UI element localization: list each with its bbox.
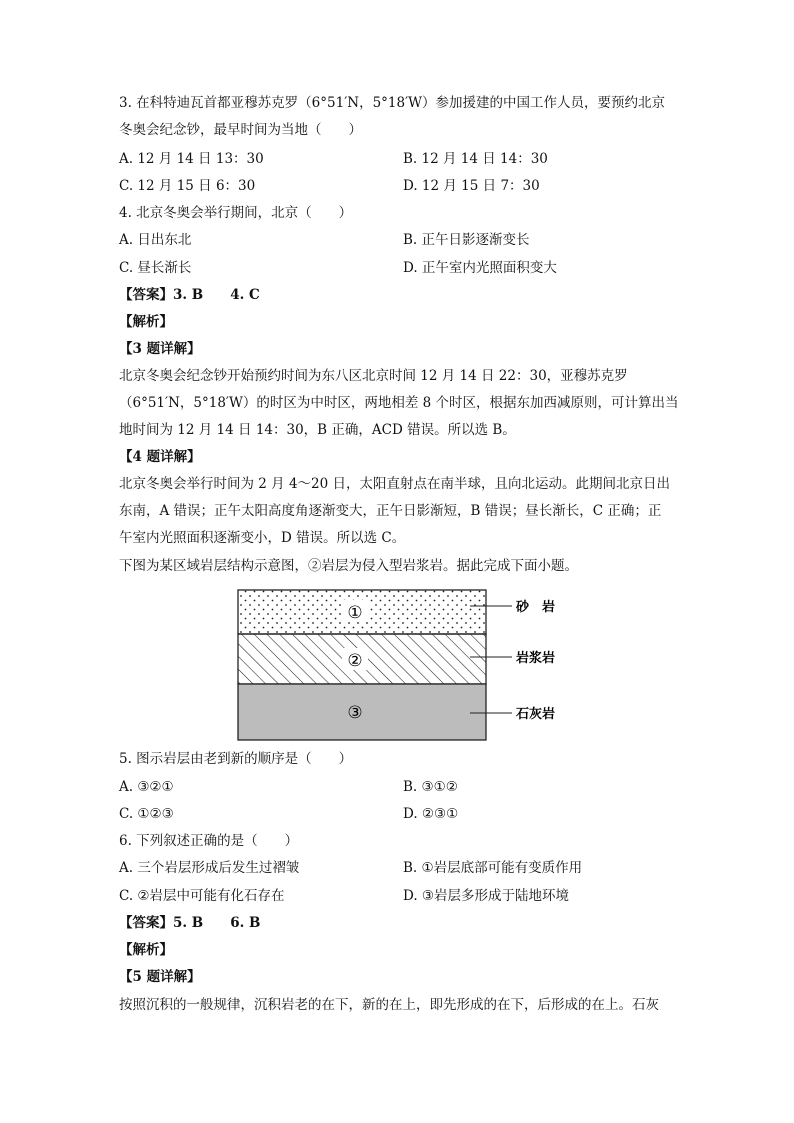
- q5-option-b: B. ③①②: [403, 779, 458, 795]
- detail-4-line1: 北京冬奥会举行时间为 2 月 4～20 日，太阳直射点在南半球，且向北运动。此期间北京日出: [119, 476, 671, 492]
- answer-1: 【答案】3. B 4. C: [119, 287, 260, 303]
- q6-option-b: B. ①岩层底部可能有变质作用: [403, 860, 583, 876]
- q4-option-a: A. 日出东北: [119, 232, 192, 248]
- q4-option-d: D. 正午室内光照面积变大: [403, 260, 557, 276]
- detail-4-label: 【4 题详解】: [119, 449, 201, 465]
- q6-stem: 6. 下列叙述正确的是（ ）: [119, 833, 299, 849]
- answer-2: 【答案】5. B 6. B: [119, 915, 261, 931]
- detail-3-line3: 地时间为 12 月 14 日 14：30，B 正确，ACD 错误。所以选 B。: [119, 422, 516, 438]
- q6-option-a: A. 三个岩层形成后发生过褶皱: [119, 860, 300, 876]
- detail-4-line3: 午室内光照面积逐渐变小，D 错误。所以选 C。: [119, 530, 406, 546]
- q4-option-c: C. 昼长渐长: [119, 260, 192, 276]
- q5-stem: 5. 图示岩层由老到新的顺序是（ ）: [119, 751, 353, 767]
- layer-2-label: 岩浆岩: [516, 651, 556, 666]
- q6-option-c: C. ②岩层中可能有化石存在: [119, 888, 285, 904]
- layer-3-marker: ③: [347, 703, 363, 723]
- q3-option-a: A. 12 月 14 日 13：30: [119, 151, 264, 167]
- q3-option-d: D. 12 月 15 日 7：30: [403, 178, 540, 194]
- diagram-intro: 下图为某区域岩层结构示意图，②岩层为侵入型岩浆岩。据此完成下面小题。: [119, 558, 578, 574]
- q5-option-a: A. ③②①: [119, 779, 174, 795]
- q6-option-d: D. ③岩层多形成于陆地环境: [403, 888, 570, 904]
- q3-stem-line2: 冬奥会纪念钞，最早时间为当地（ ）: [119, 122, 362, 138]
- analysis-label-1: 【解析】: [119, 314, 173, 330]
- detail-3-line2: （6°51′N，5°18′W）的时区为中时区，两地相差 8 个时区，根据东加西减原则，可计算出当: [119, 395, 679, 411]
- detail-5-line1: 按照沉积的一般规律，沉积岩老的在下，新的在上，即先形成的在下，后形成的在上。石灰: [119, 997, 659, 1013]
- layer-3-label: 石灰岩: [516, 707, 556, 722]
- layer-1-label: 砂 岩: [516, 600, 556, 615]
- layer-1-marker: ①: [347, 603, 363, 623]
- rock-strata-diagram: [230, 585, 600, 745]
- q3-option-c: C. 12 月 15 日 6：30: [119, 178, 256, 194]
- q5-option-c: C. ①②③: [119, 806, 174, 822]
- detail-4-line2: 东南，A 错误；正午太阳高度角逐渐变大，正午日影渐短，B 错误；昼长渐长，C 正确；正: [119, 503, 662, 519]
- detail-5-label: 【5 题详解】: [119, 969, 201, 985]
- detail-3-label: 【3 题详解】: [119, 341, 201, 357]
- q3-stem-line1: 3. 在科特迪瓦首都亚穆苏克罗（6°51′N，5°18′W）参加援建的中国工作人员，要预约北京: [119, 95, 666, 111]
- q5-option-d: D. ②③①: [403, 806, 459, 822]
- detail-3-line1: 北京冬奥会纪念钞开始预约时间为东八区北京时间 12 月 14 日 22：30，亚穆苏克罗: [119, 368, 628, 384]
- q3-option-b: B. 12 月 14 日 14：30: [403, 151, 548, 167]
- q4-stem: 4. 北京冬奥会举行期间，北京（ ）: [119, 205, 353, 221]
- layer-2-marker: ②: [347, 651, 363, 671]
- q4-option-b: B. 正午日影逐渐变长: [403, 232, 530, 248]
- analysis-label-2: 【解析】: [119, 942, 173, 958]
